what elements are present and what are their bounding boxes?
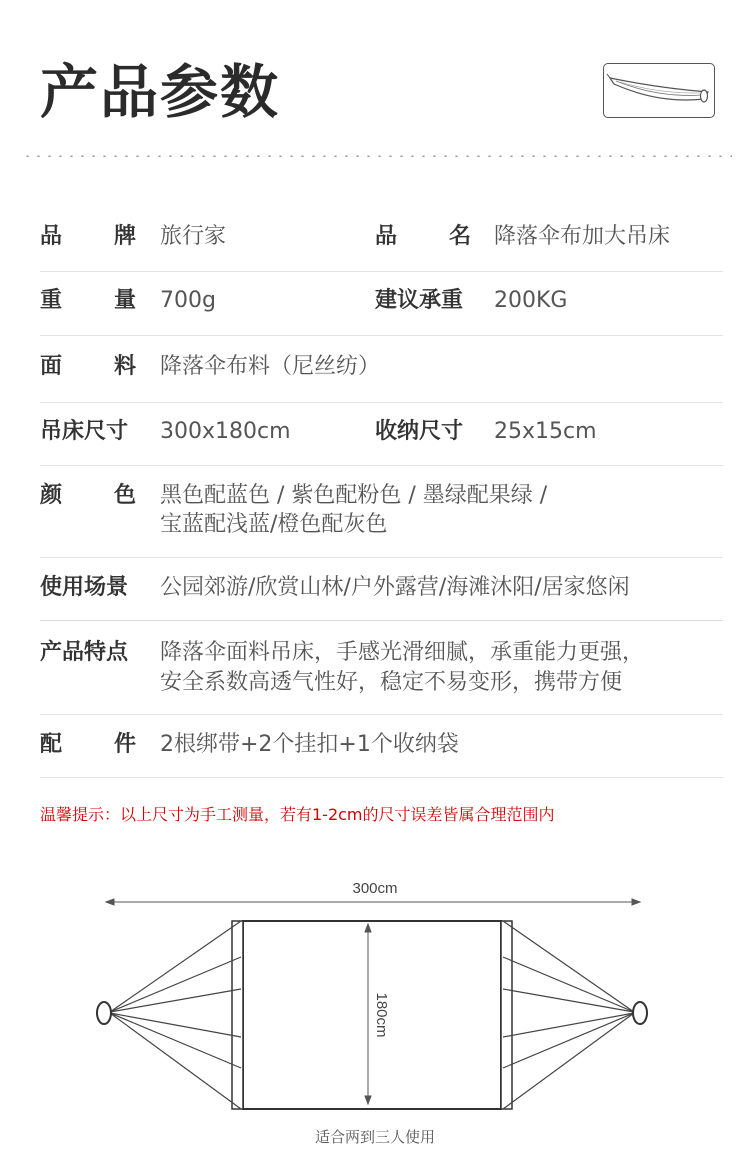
weight-value: 700g	[160, 288, 216, 313]
hammock-icon	[603, 63, 715, 118]
height-label: 180cm	[373, 992, 390, 1038]
left-ropes	[110, 921, 243, 1109]
feature-value-line2: 安全系数高透气性好，稳定不易变形，携带方便	[160, 670, 623, 695]
width-dimension	[106, 899, 640, 905]
hammock-body	[243, 921, 501, 1109]
right-ropes	[501, 921, 634, 1109]
size-label: 吊床尺寸	[40, 419, 129, 444]
spec-row-scene	[40, 573, 723, 621]
size-notice: 温馨提示：以上尺寸为手工测量，若有1-2cm的尺寸误差皆属合理范围内	[40, 805, 555, 824]
color-value-line2: 宝蓝配浅蓝/橙色配灰色	[160, 512, 388, 537]
hammock-diagram	[0, 870, 750, 1120]
accessories-label: 配 件	[40, 732, 136, 757]
pack-label: 收纳尺寸	[375, 419, 464, 444]
fabric-value: 降落伞布料（尼丝纺）	[160, 354, 381, 379]
weight-label: 重 量	[40, 288, 136, 313]
diagram-caption: 适合两到三人使用	[314, 1128, 435, 1146]
pack-value: 25x15cm	[494, 419, 597, 444]
right-ring	[633, 1002, 647, 1024]
spec-row-feature	[40, 638, 723, 715]
accessories-value: 2根绑带+2个挂扣+1个收纳袋	[160, 732, 459, 757]
size-value: 300x180cm	[160, 419, 291, 444]
scene-value: 公园郊游/欣赏山林/户外露营/海滩沐阳/居家悠闲	[160, 575, 630, 600]
width-label: 300cm	[352, 880, 398, 897]
color-label: 颜 色	[40, 483, 136, 508]
spec-row-weight	[40, 286, 723, 336]
scene-label: 使用场景	[40, 575, 129, 600]
name-value: 降落伞布加大吊床	[494, 224, 671, 249]
spec-row-size	[40, 417, 723, 466]
load-value: 200KG	[494, 288, 568, 313]
left-ring	[97, 1002, 111, 1024]
spec-row-accessories	[40, 730, 723, 778]
load-label: 建议承重	[375, 288, 464, 313]
feature-label: 产品特点	[40, 640, 129, 665]
feature-value-line1: 降落伞面料吊床，手感光滑细腻，承重能力更强，	[160, 640, 645, 665]
page-title: 产品参数	[40, 58, 281, 126]
spec-row-color	[40, 481, 723, 558]
brand-label: 品 牌	[40, 224, 136, 249]
brand-value: 旅行家	[160, 224, 227, 249]
name-label: 品 名	[375, 224, 471, 249]
dotted-divider	[22, 155, 732, 157]
fabric-label: 面 料	[40, 354, 136, 379]
spec-row-brand	[40, 222, 723, 272]
color-value-line1: 黑色配蓝色 / 紫色配粉色 / 墨绿配果绿 /	[160, 483, 548, 508]
spec-row-fabric	[40, 352, 723, 403]
